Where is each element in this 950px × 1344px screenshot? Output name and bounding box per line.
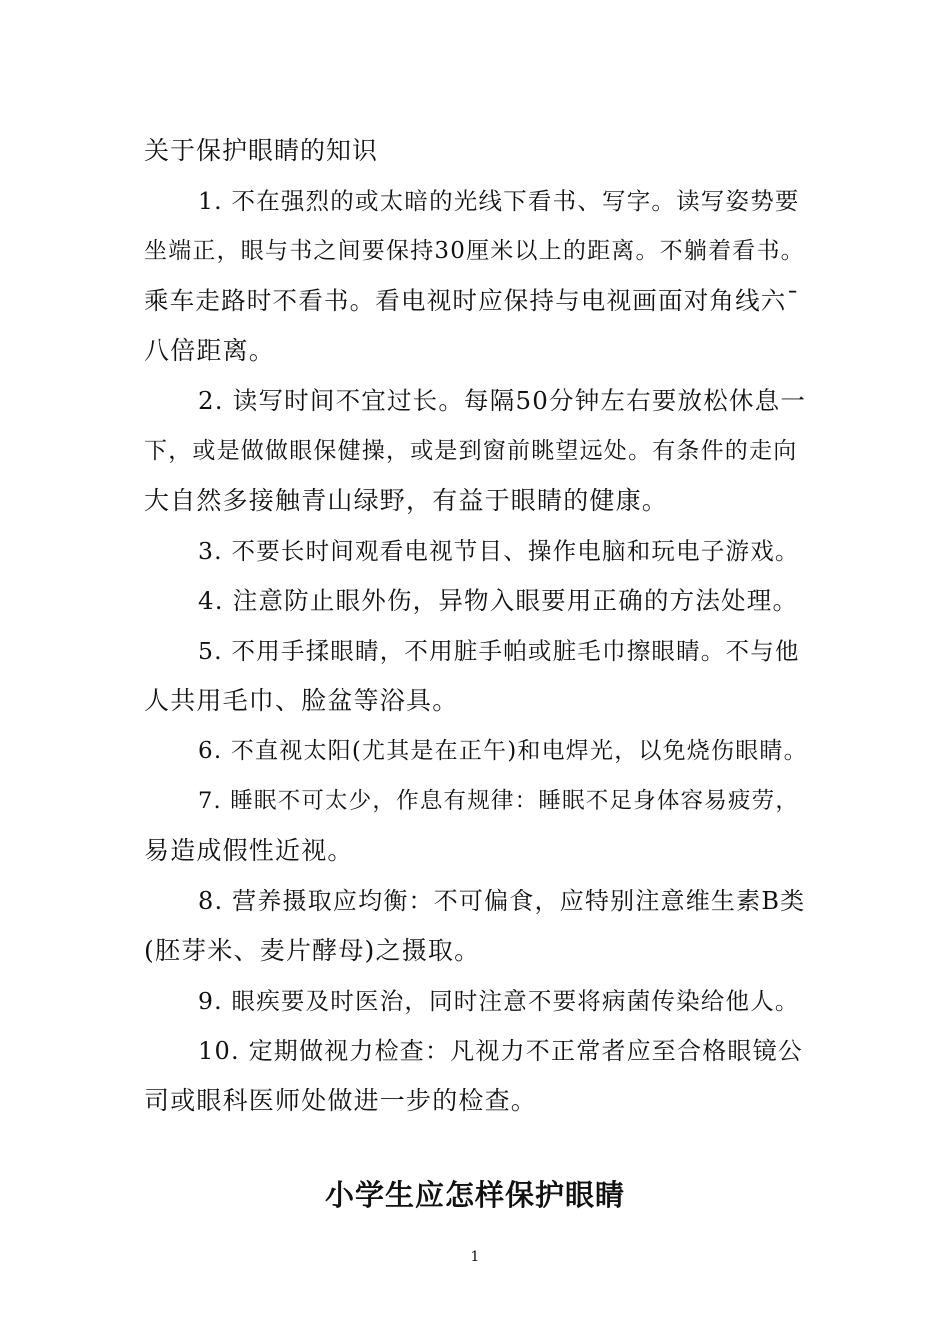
- paragraph-line: 5. 不用手揉眼睛，不用脏手帕或脏毛巾擦眼睛。不与他: [198, 637, 800, 665]
- paragraph-line: 1. 不在强烈的或太暗的光线下看书、写字。读写姿势要: [198, 187, 800, 215]
- paragraph-1: [144, 176, 808, 376]
- paragraph-7: [144, 776, 808, 876]
- paragraph-line: 6. 不直视太阳(尤其是在正午)和电焊光，以免烧伤眼睛。: [198, 738, 808, 764]
- paragraph-line: 大自然多接触青山绿野，有益于眼睛的健康。: [144, 486, 669, 515]
- paragraph-9: [144, 976, 808, 1026]
- paragraph-line: 2. 读写时间不宜过长。每隔50分钟左右要放松休息一: [198, 386, 807, 415]
- paragraph-line: 易造成假性近视。: [144, 836, 354, 865]
- document-heading: 关于保护眼睛的知识: [144, 136, 379, 165]
- paragraph-line: 3. 不要长时间观看电视节目、操作电脑和玩电子游戏。: [198, 537, 800, 565]
- section-title: 小学生应怎样保护眼睛: [324, 1178, 625, 1212]
- paragraph-line: 8. 营养摄取应均衡：不可偏食，应特别注意维生素B类: [198, 887, 806, 915]
- paragraph-line: 10. 定期做视力检查：凡视力不正常者应至合格眼镜公: [198, 1037, 803, 1065]
- document-body: [144, 176, 808, 1126]
- paragraph-line: 9. 眼疾要及时医治，同时注意不要将病菌传染给他人。: [198, 987, 800, 1015]
- paragraph-6: [144, 726, 808, 776]
- paragraph-3: [144, 526, 808, 576]
- paragraph-10: [144, 1026, 808, 1126]
- paragraph-line: 八倍距离。: [144, 336, 276, 365]
- paragraph-line: 坐端正，眼与书之间要保持30厘米以上的距离。不躺着看书。: [144, 238, 805, 264]
- paragraph-5: [144, 626, 808, 726]
- paragraph-line: 4. 注意防止眼外伤，异物入眼要用正确的方法处理。: [198, 586, 799, 615]
- paragraph-line: 7. 睡眠不可太少，作息有规律：睡眠不足身体容易疲劳，: [198, 788, 800, 814]
- paragraph-line: 人共用毛巾、脸盆等浴具。: [144, 686, 459, 715]
- paragraph-line: 乘车走路时不看书。看电视时应保持与电视画面对角线六¯: [144, 286, 800, 315]
- page-number: 1: [470, 1249, 480, 1265]
- paragraph-8: [144, 876, 808, 976]
- paragraph-line: 下，或是做做眼保健操，或是到窗前眺望远处。有条件的走向: [144, 438, 798, 464]
- paragraph-4: [144, 576, 808, 626]
- paragraph-line: (胚芽米、麦片酵母)之摄取。: [144, 936, 481, 965]
- paragraph-line: 司或眼科医师处做进一步的检查。: [144, 1086, 538, 1115]
- paragraph-2: [144, 376, 808, 526]
